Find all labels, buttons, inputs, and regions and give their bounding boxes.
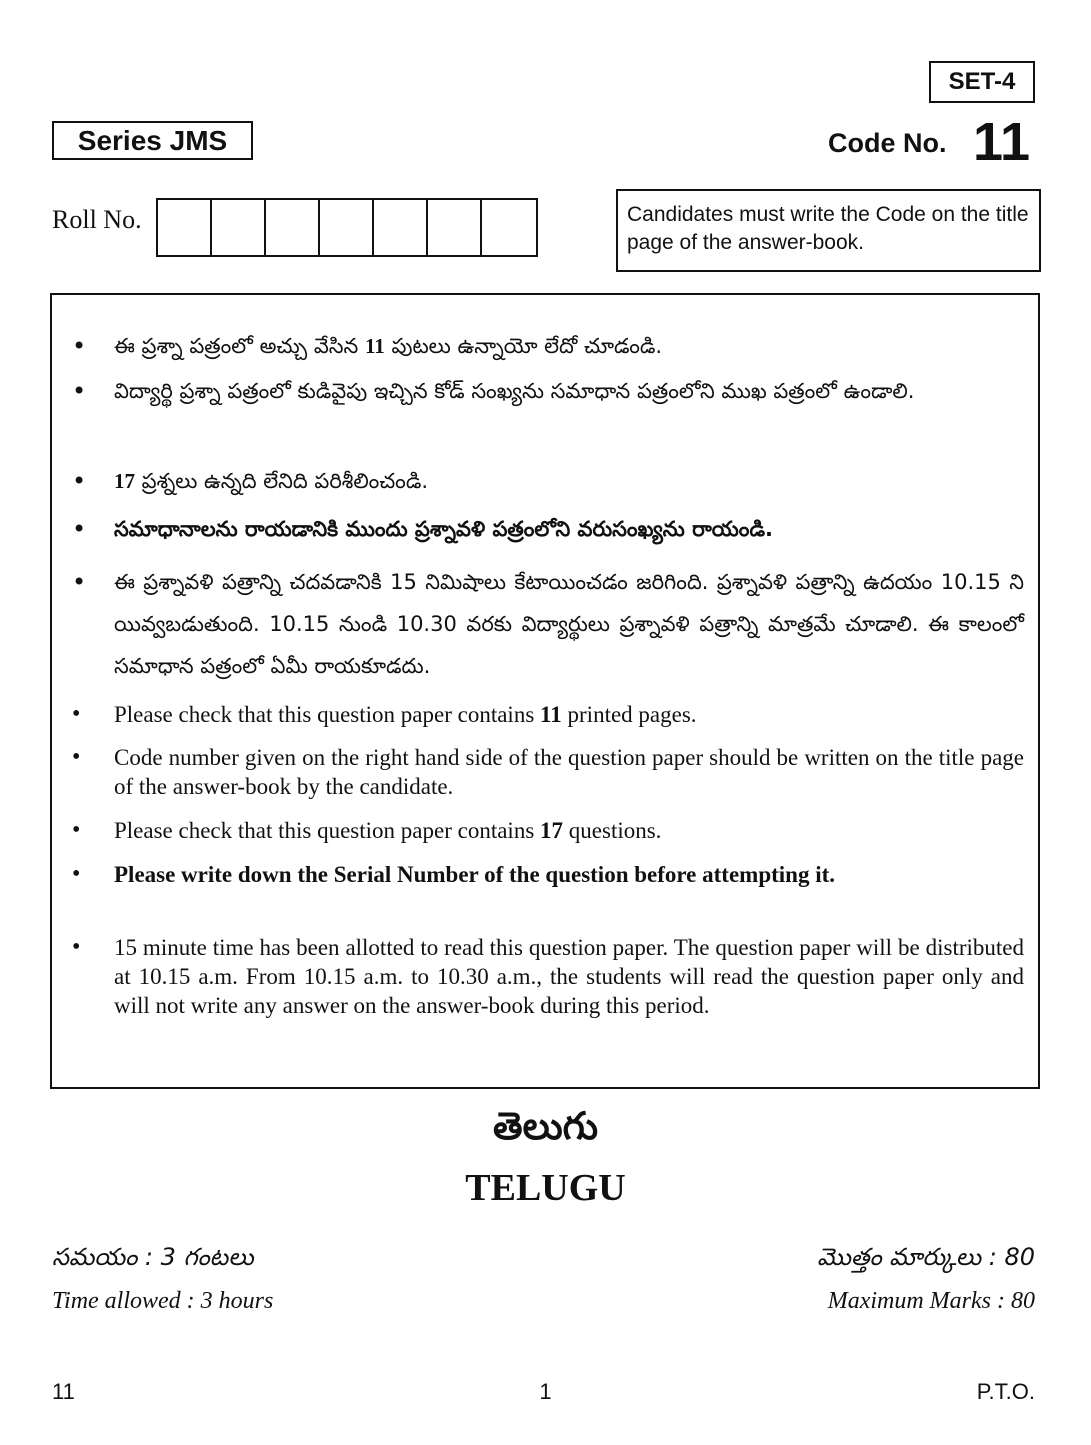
bullet-icon: •: [72, 515, 87, 543]
bullet-icon: •: [72, 701, 81, 727]
bullet-icon: •: [72, 934, 81, 960]
set-text: SET-4: [948, 68, 1016, 95]
code-number: 11: [973, 112, 1031, 172]
instruction-en-4: • Please write down the Serial Number of the question before attempting it.: [72, 861, 836, 887]
maximum-marks-telugu: మొత్తం మార్కులు : 80: [817, 1243, 1035, 1271]
bullet-icon: •: [72, 332, 87, 360]
instruction-en-2: • Code number given on the right hand side of the question paper should be written on the title page of the answer-book by the candidate.: [72, 744, 1024, 799]
roll-number-boxes: [156, 198, 538, 257]
bullet-icon: •: [72, 467, 87, 495]
time-allowed-telugu: సమయం : 3 గంటలు: [52, 1243, 254, 1271]
footer-page-number: 1: [539, 1379, 552, 1404]
subject-title-english: TELUGU: [465, 1167, 626, 1209]
bullet-icon: •: [72, 568, 87, 596]
series-text: Series JMS: [77, 124, 228, 156]
instruction-te-5: • ఈ ప్రశ్నావళి పత్రాన్ని చదవడానికి 15 నిమిషాలు కేటాయించడం జరిగింది. ప్రశ్నావళి పత్రాన్ని ఉదయం 10.15 ని యివ్వబడుతుంది. 10.15 నుండి 10.30 వరకు విద్యార్థులు ప్రశ్నావళి పత్రాన్ని మాత్రమే చూడాలి. ఈ కాలంలో సమాధాన పత్రంలో ఏమీ రాయకూడదు.: [114, 561, 1024, 687]
instruction-en-5: • 15 minute time has been allotted to read this question paper. The question paper will be distributed at 10.15 a.m. From 10.15 a.m. to 10.30 a.m., the students will read the question paper only and will not write any answer on the answer-book during this period.: [72, 934, 1024, 1018]
roll-number-cell[interactable]: [374, 200, 428, 255]
instruction-te-2: • విద్యార్థి ప్రశ్నా పత్రంలో కుడివైపు ఇచ్చిన కోడ్ సంఖ్యను సమాధాన పత్రంలోని ముఖ పత్రంలో ఉండాలి.: [114, 370, 1024, 412]
instruction-te-1: • ఈ ప్రశ్నా పత్రంలో అచ్చు వేసిన 11 పుటలు ఉన్నాయో లేదో చూడండి.: [114, 325, 1024, 367]
code-label: Code No.: [828, 128, 947, 158]
roll-number-cell[interactable]: [212, 200, 266, 255]
roll-number-label: Roll No.: [52, 205, 142, 234]
set-label: [929, 61, 1035, 103]
series-label: [52, 121, 253, 160]
time-allowed-english: Time allowed : 3 hours: [52, 1288, 274, 1314]
bullet-icon: •: [72, 817, 81, 843]
roll-number-cell[interactable]: [428, 200, 482, 255]
maximum-marks-english: Maximum Marks : 80: [827, 1288, 1035, 1314]
instructions-box: [50, 293, 1040, 1089]
roll-number-cell[interactable]: [482, 200, 536, 255]
roll-number-cell[interactable]: [158, 200, 212, 255]
instruction-en-3: • Please check that this question paper contains 17 questions.: [72, 817, 662, 843]
roll-number-cell[interactable]: [266, 200, 320, 255]
candidate-code-note: Candidates must write the Code on the title page of the answer-book.: [616, 189, 1041, 272]
instruction-te-4: • సమాధానాలను రాయడానికి ముందు ప్రశ్నావళి పత్రంలోని వరుసంఖ్యను రాయండి.: [114, 508, 1024, 550]
instruction-te-3: • 17 ప్రశ్నలు ఉన్నది లేనిది పరిశీలించండి.: [114, 460, 1024, 502]
footer-pto: P.T.O.: [976, 1379, 1035, 1404]
subject-title-telugu: తెలుగు: [493, 1104, 598, 1148]
roll-number-cell[interactable]: [320, 200, 374, 255]
bullet-icon: •: [72, 861, 81, 887]
bullet-icon: •: [72, 377, 87, 405]
instruction-en-1: • Please check that this question paper contains 11 printed pages.: [72, 701, 697, 727]
bullet-icon: •: [72, 744, 81, 770]
footer-code: 11: [52, 1379, 75, 1404]
